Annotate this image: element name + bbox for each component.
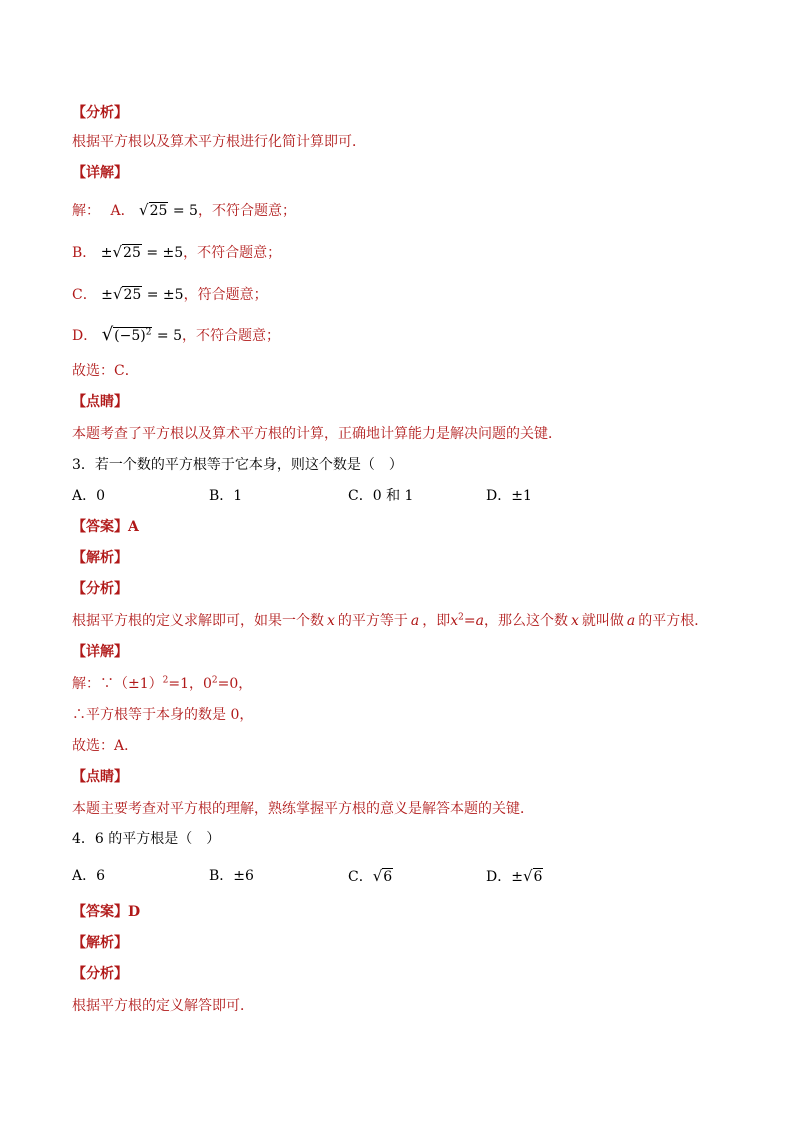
q3-option-a: A．0 [72, 488, 106, 504]
q2-d-radicand [113, 327, 152, 344]
q2-comment-text: 本题考查了平方根以及算术平方根的计算，正确地计算能力是解决问题的关键． [72, 426, 562, 442]
q2-d-note: ，不符合题意； [182, 328, 281, 344]
q3-analysis-part6: 的平方根． [638, 613, 709, 629]
q2-a-equals: = 5 [172, 203, 198, 219]
q3-step1-part3: =0， [217, 676, 253, 692]
q3-eq-x: x [450, 613, 459, 629]
q3-comment-heading: 【点睛】 [72, 769, 128, 785]
q3-answer: 【答案】A [72, 519, 139, 535]
q3-step1-part1: 解：∵（±1） [72, 676, 163, 692]
q2-comment-heading: 【点睛】 [72, 394, 128, 410]
q3-option-b: B．1 [209, 488, 243, 504]
q3-comment-text: 本题主要考查对平方根的理解，熟练掌握平方根的意义是解答本题的关键． [72, 801, 534, 817]
q2-d-label: D． [72, 328, 98, 344]
q3-step1 [72, 675, 252, 693]
q4-option-b: B．±6 [209, 868, 254, 884]
q2-d-exponent: 2 [145, 327, 152, 338]
q3-option-d: D．±1 [486, 488, 532, 504]
q4-option-d-radicand: 6 [533, 869, 543, 885]
q2-analysis-heading: 【分析】 [72, 105, 128, 121]
q3-detail-heading: 【详解】 [72, 644, 128, 660]
q2-sol-intro: 解： [72, 203, 100, 219]
q2-c-equals: = ±5 [146, 287, 184, 303]
q2-analysis-text: 根据平方根以及算术平方根进行化简计算即可． [72, 134, 366, 150]
q3-var-x-2: x [571, 613, 579, 629]
q4-option-d [486, 867, 543, 886]
q3-parse-heading: 【解析】 [72, 550, 128, 566]
q4-analysis-text: 根据平方根的定义解答即可． [72, 998, 254, 1014]
q4-option-c-radicand: 6 [383, 869, 393, 885]
q2-solution-c [72, 285, 268, 304]
q2-b-label: B． [72, 245, 97, 261]
q2-c-label: C． [72, 287, 97, 303]
q2-b-radicand: 25 [123, 245, 141, 261]
q3-option-c: C．0 和 1 [348, 488, 414, 504]
q3-stem: 3．若一个数的平方根等于它本身，则这个数是（ ） [72, 457, 403, 473]
q3-eq-sign: = [463, 613, 476, 629]
q3-analysis-part1: 根据平方根的定义求解即可，如果一个数 [72, 613, 324, 629]
q2-choose: 故选：C． [72, 363, 139, 379]
q4-option-a: A．6 [72, 868, 106, 884]
q2-b-radical: √25 [112, 243, 141, 261]
q2-a-note: ，不符合题意； [197, 203, 296, 219]
q2-solution-b [72, 243, 281, 262]
q3-step1-part2: =1，0 [168, 676, 212, 692]
q3-step1-exp: 2 [162, 675, 169, 686]
q3-analysis-heading: 【分析】 [72, 581, 128, 597]
q3-step2: ∴平方根等于本身的数是 0， [72, 707, 254, 723]
q3-analysis-part4: ，那么这个数 [484, 613, 568, 629]
q4-option-c [348, 867, 393, 886]
q2-c-radical: √25 [112, 285, 142, 303]
q4-analysis-heading: 【分析】 [72, 966, 128, 982]
q2-a-radicand: 25 [149, 203, 168, 219]
q2-d-base: (−5) [114, 328, 146, 344]
q2-d-radical: $√(-5)^2$ [101, 324, 152, 345]
q2-b-note: ，不符合题意； [183, 245, 282, 261]
q2-c-radicand: 25 [123, 287, 142, 303]
q2-solution-a [72, 201, 296, 220]
q4-parse-heading: 【解析】 [72, 935, 128, 951]
q2-detail-heading: 【详解】 [72, 165, 128, 181]
q3-eq-a: a [475, 613, 484, 629]
q3-eq-exp: 2 [458, 612, 464, 623]
q4-option-d-radical: √6 [522, 867, 543, 885]
q4-option-c-radical: √6 [372, 867, 393, 885]
q4-stem: 4．6 的平方根是（ ） [72, 831, 221, 847]
q2-c-note: ，符合题意； [183, 287, 268, 303]
q4-option-d-label: D．± [486, 869, 523, 885]
q3-var-a-2: a [626, 613, 636, 629]
q2-solution-d [72, 326, 280, 345]
q3-step1-exp2: 2 [211, 675, 218, 686]
q2-a-radical: √25 [139, 201, 168, 219]
q2-a-label: A． [110, 203, 135, 219]
q3-var-x: x [327, 613, 335, 629]
q2-d-equals: = 5 [156, 328, 183, 344]
q4-answer: 【答案】D [72, 904, 141, 920]
q3-var-a: a [410, 613, 420, 629]
q3-analysis-part3: ，即 [422, 613, 451, 629]
q3-choose: 故选：A． [72, 738, 139, 754]
q3-analysis-part2: 的平方等于 [337, 613, 408, 629]
q2-b-equals: = ±5 [146, 245, 184, 261]
q4-option-c-label: C． [348, 869, 373, 885]
q2-b-pm: ± [100, 245, 113, 261]
q3-analysis-text [72, 612, 708, 630]
q2-c-pm: ± [101, 287, 113, 303]
q3-analysis-part5: 就叫做 [581, 613, 624, 629]
